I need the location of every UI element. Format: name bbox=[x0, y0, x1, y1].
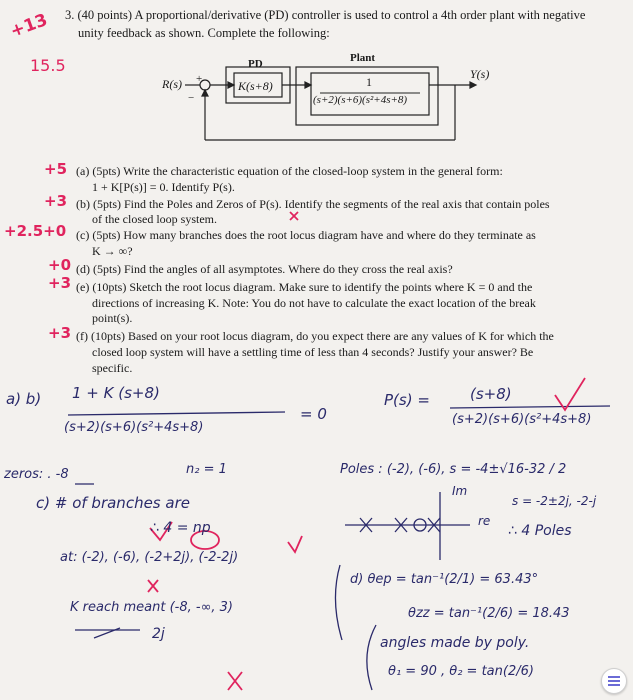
pd-label: PD bbox=[248, 58, 263, 70]
plant-label: Plant bbox=[350, 52, 376, 64]
hand-char-eq-den: (s+2)(s+6)(s²+4s+8) bbox=[64, 420, 204, 435]
hand-theta-z: θzz = tan⁻¹(2/6) = 18.43 bbox=[408, 606, 570, 621]
hand-p-den: (s+2)(s+6)(s²+4s+8) bbox=[452, 412, 592, 427]
hand-d-part: d) θep = tan⁻¹(2/1) = 63.43° bbox=[350, 572, 539, 587]
grade-b: +3 bbox=[44, 192, 68, 210]
pd-transfer-function: K(s+8) bbox=[238, 79, 273, 93]
grade-a: +5 bbox=[44, 160, 68, 178]
hand-c-answer: ∴ 4 = np bbox=[150, 520, 211, 536]
part-e-line2: directions of increasing K. Note: You do not have to calculate the exact location of the break bbox=[92, 296, 536, 310]
output-label: Y(s) bbox=[470, 67, 490, 81]
problem-header-line2: unity feedback as shown. Complete the following: bbox=[78, 26, 330, 40]
hand-poles: Poles : (-2), (-6), s = -4±√16-32 / 2 bbox=[340, 462, 567, 477]
hand-at-line: at: (-2), (-6), (-2+2j), (-2-2j) bbox=[60, 550, 239, 565]
input-label: R(s) bbox=[162, 77, 182, 91]
hand-2j: 2j bbox=[152, 626, 165, 642]
part-a-line1: (a) (5pts) Write the characteristic equation of the closed-loop system in the general form: bbox=[76, 164, 503, 178]
grade-score: 15.5 bbox=[30, 56, 66, 75]
hand-approach: K reach meant (-8, -∞, 3) bbox=[70, 600, 234, 615]
part-b-line1: (b) (5pts) Find the Poles and Zeros of P(s). Identify the segments of the real axis that contain poles bbox=[76, 197, 550, 211]
plant-numerator: 1 bbox=[366, 75, 372, 89]
hand-char-eq-num: 1 + K (s+8) bbox=[72, 384, 160, 402]
sum-plus: + bbox=[196, 73, 203, 85]
hand-p-num: (s+8) bbox=[470, 385, 512, 403]
hamburger-icon bbox=[608, 676, 620, 686]
grade-f: +3 bbox=[48, 324, 72, 342]
part-d-line1: (d) (5pts) Find the angles of all asymptotes. Where do they cross the real axis? bbox=[76, 262, 453, 276]
part-f-line1: (f) (10pts) Based on your root locus diagram, do you expect there are any values of K for which the bbox=[76, 329, 554, 343]
part-c-line2: K → ∞? bbox=[92, 244, 133, 258]
grade-c: +2.5+0 bbox=[4, 222, 67, 240]
hand-im: Im bbox=[452, 484, 468, 498]
part-f-line2: closed loop system will have a settling time of less than 4 seconds? Justify your answer? Be bbox=[92, 345, 534, 359]
part-e-line3: point(s). bbox=[92, 311, 133, 325]
hand-theta-last: θ₁ = 90 , θ₂ = tan(2/6) bbox=[388, 664, 534, 679]
hand-nz: n₂ = 1 bbox=[186, 462, 227, 477]
part-f-line3: specific. bbox=[92, 361, 133, 375]
hand-re: re bbox=[478, 514, 491, 528]
part-a-line2: 1 + K[P(s)] = 0. Identify P(s). bbox=[92, 180, 235, 194]
part-e-line1: (e) (10pts) Sketch the root locus diagram. Make sure to identify the points where K = 0 and the bbox=[76, 280, 533, 294]
hand-angles-note: angles made by poly. bbox=[380, 635, 530, 651]
hand-four-poles: ∴ 4 Poles bbox=[508, 523, 572, 539]
hand-zeros: zeros: . -8 bbox=[4, 467, 69, 482]
grade-total-top: +13 bbox=[7, 10, 51, 42]
plant-denominator: (s+2)(s+6)(s²+4s+8) bbox=[313, 94, 408, 106]
part-b-line2: of the closed loop system. bbox=[92, 212, 217, 226]
hand-eq-zero: = 0 bbox=[300, 405, 327, 423]
menu-button[interactable] bbox=[601, 668, 627, 694]
sum-minus: − bbox=[188, 92, 195, 104]
part-c-line1: (c) (5pts) How many branches does the root locus diagram have and where do they terminate as bbox=[76, 228, 536, 242]
hand-s-eq: s = -2±2j, -2-j bbox=[512, 494, 597, 508]
hand-c-line: c) # of branches are bbox=[36, 494, 190, 512]
hand-ab-label: a) b) bbox=[6, 390, 42, 408]
problem-header-line1: 3. (40 points) A proportional/derivative (PD) controller is used to control a 4th order plant with negative bbox=[65, 8, 586, 22]
grade-e: +3 bbox=[48, 274, 72, 292]
grade-d: +0 bbox=[48, 256, 72, 274]
hand-p-of-s: P(s) = bbox=[384, 391, 430, 409]
